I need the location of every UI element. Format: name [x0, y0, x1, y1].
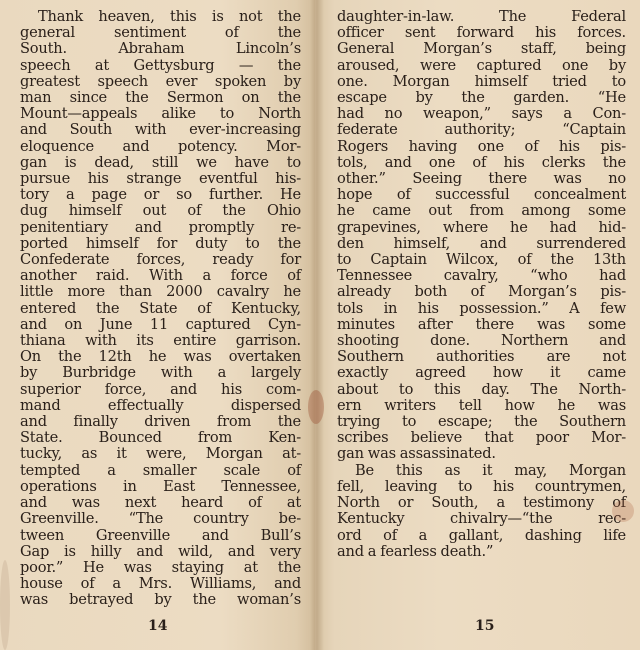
text-line: mand effectually dispersed	[20, 396, 301, 414]
text-line: General Morgan’s staff, being	[337, 40, 626, 58]
text-line: Greenville. “The country be-	[20, 510, 301, 528]
text-line: tween Greenville and Bull’s	[20, 526, 301, 544]
text-line: fell, leaving to his countrymen,	[337, 477, 626, 495]
text-line: daughter-in-law. The Federal	[337, 8, 626, 25]
text-line: and South with ever-increasing	[20, 121, 301, 139]
text-line: minutes after there was some	[337, 315, 626, 333]
text-line: Southern authorities are not	[337, 348, 626, 366]
page-number-right: 15	[475, 618, 495, 634]
text-line: tucky, as it were, Morgan at-	[20, 445, 301, 463]
text-line: Tennessee cavalry, “who had	[337, 267, 626, 285]
text-line: general sentiment of the	[20, 24, 301, 42]
text-line: one. Morgan himself tried to	[337, 72, 626, 90]
text-line: speech at Gettysburg — the	[20, 56, 301, 74]
text-line: ord of a gallant, dashing life	[337, 526, 626, 544]
text-line: Rogers having one of his pis-	[337, 137, 626, 155]
text-line: and was next heard of at	[20, 494, 301, 512]
text-line: eloquence and potency. Mor-	[20, 137, 301, 155]
text-line: about to this day. The North-	[337, 380, 626, 398]
text-line: On the 12th he was overtaken	[20, 348, 301, 366]
text-line: Confederate forces, ready for	[20, 251, 301, 269]
text-line: pursue his strange eventful his-	[20, 170, 301, 188]
text-line: Mount—appeals alike to North	[20, 105, 301, 123]
right-page	[315, 0, 640, 650]
text-line: tols in his possession.” A few	[337, 299, 626, 317]
text-line: shooting done. Northern and	[337, 332, 626, 350]
text-line: and finally driven from the	[20, 413, 301, 431]
text-line: exactly agreed how it came	[337, 364, 626, 382]
text-line: little more than 2000 cavalry he	[20, 283, 301, 301]
text-line: was betrayed by the woman’s	[20, 591, 301, 609]
text-line: poor.” He was staying at the	[20, 558, 301, 576]
text-line: South. Abraham Lincoln’s	[20, 40, 301, 58]
text-line: and a fearless death.”	[337, 542, 494, 560]
text-line: ported himself for duty to the	[20, 234, 301, 252]
text-line: thiana with its entire garrison.	[20, 332, 301, 350]
text-line: officer sent forward his forces.	[337, 24, 626, 42]
text-line: ern writers tell how he was	[337, 396, 626, 414]
text-line: aroused, were captured one by	[337, 56, 626, 74]
text-line: State. Bounced from Ken-	[20, 429, 301, 447]
text-line: gan is dead, still we have to	[20, 153, 301, 171]
text-line: tempted a smaller scale of	[20, 461, 301, 479]
text-line: den himself, and surrendered	[337, 234, 626, 252]
text-line: gan was assassinated.	[337, 445, 496, 463]
text-line: tols, and one of his clerks the	[337, 153, 626, 171]
text-line: other.” Seeing there was no	[337, 170, 626, 188]
text-line: already both of Morgan’s pis-	[337, 283, 626, 301]
text-line: entered the State of Kentucky,	[20, 299, 301, 317]
text-line: Be this as it may, Morgan	[355, 461, 626, 479]
text-line: escape by the garden. “He	[337, 89, 626, 107]
text-line: man since the Sermon on the	[20, 89, 301, 107]
text-line: trying to escape; the Southern	[337, 413, 626, 431]
text-line: federate authority; “Captain	[337, 121, 626, 139]
text-line: and on June 11 captured Cyn-	[20, 315, 301, 333]
text-line: grapevines, where he had hid-	[337, 218, 626, 236]
left-page	[0, 0, 315, 650]
right-page-text	[337, 9, 626, 560]
left-page-text	[20, 9, 301, 609]
text-line: North or South, a testimony of	[337, 494, 626, 512]
text-line: dug himself out of the Ohio	[20, 202, 301, 220]
text-line: house of a Mrs. Williams, and	[20, 575, 301, 593]
text-line: another raid. With a force of	[20, 267, 301, 285]
text-line: by Burbridge with a largely	[20, 364, 301, 382]
text-line: had no weapon,” says a Con-	[337, 105, 626, 123]
text-line: greatest speech ever spoken by	[20, 72, 301, 90]
text-line: Kentucky chivalry—“the rec-	[337, 510, 626, 528]
page-number-left: 14	[148, 618, 168, 634]
text-line: to Captain Wilcox, of the 13th	[337, 251, 626, 269]
text-line: operations in East Tennessee,	[20, 477, 301, 495]
text-line: superior force, and his com-	[20, 380, 301, 398]
text-line: Thank heaven, this is not the	[38, 8, 301, 25]
text-line: hope of successful concealment	[337, 186, 626, 204]
text-line: tory a page or so further. He	[20, 186, 301, 204]
text-line: penitentiary and promptly re-	[20, 218, 301, 236]
text-line: he came out from among some	[337, 202, 626, 220]
text-line: Gap is hilly and wild, and very	[20, 542, 301, 560]
text-line: scribes believe that poor Mor-	[337, 429, 626, 447]
